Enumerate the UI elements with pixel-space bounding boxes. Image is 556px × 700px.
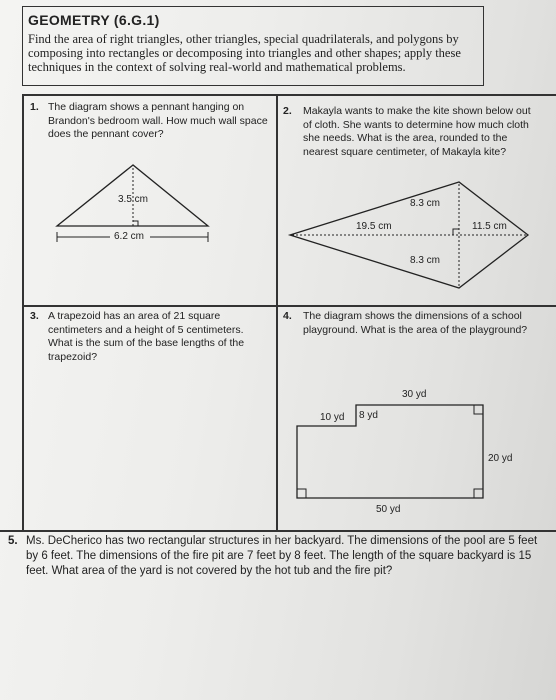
question-text: Ms. DeCherico has two rectangular structures in her backyard. The dimensions of the pool are 5 feet by 6 feet. The dimensions of the fire pit are 7 feet by 8 feet. The length of the square backyard is 15 feet. What area of the yard is not covered by the hot tub and the fire pit? xyxy=(26,535,538,577)
playground-left-label: 10 yd xyxy=(320,412,345,423)
playground-right-label: 20 yd xyxy=(488,453,513,464)
kite-left-label: 19.5 cm xyxy=(356,221,392,232)
kite-right-label: 11.5 cm xyxy=(472,221,507,232)
question-text: A trapezoid has an area of 21 square centimeters and a height of 5 centimeters. What is the sum of the base lengths of the trapezoid? xyxy=(48,310,245,363)
kite-bottom-label: 8.3 cm xyxy=(410,255,441,266)
question-text: The diagram shows a pennant hanging on Brandon's bedroom wall. How much wall space does the pennant cover? xyxy=(48,101,268,140)
playground-bottom-label: 50 yd xyxy=(376,504,401,515)
question-text: The diagram shows the dimensions of a school playground. What is the area of the playground? xyxy=(303,310,528,336)
question-number: 4. xyxy=(283,310,292,322)
question-5 xyxy=(8,534,548,594)
question-number: 5. xyxy=(8,535,18,547)
pennant-height-label: 3.5 cm xyxy=(118,194,149,205)
question-text: Makayla wants to make the kite shown below out of cloth. She wants to determine how much cloth she needs. What is the area, rounded to the nearest square centimeter, of Makayla kite? xyxy=(303,105,531,158)
question-number: 3. xyxy=(30,310,39,322)
playground-top-label: 30 yd xyxy=(402,389,427,400)
kite-top-label: 8.3 cm xyxy=(410,198,441,209)
pennant-base-label: 6.2 cm xyxy=(114,231,145,242)
standard-description: Find the area of right triangles, other triangles, special quadrilaterals, and polygons by composing into rectangles or decomposing into triangles and other shapes; apply these techniques in the context of solving real-world and mathematical problems. xyxy=(28,32,461,74)
question-number: 1. xyxy=(30,101,39,113)
page-title: GEOMETRY (6.G.1) xyxy=(28,12,160,28)
playground-step-label: 8 yd xyxy=(359,410,378,421)
question-number: 2. xyxy=(283,105,292,117)
